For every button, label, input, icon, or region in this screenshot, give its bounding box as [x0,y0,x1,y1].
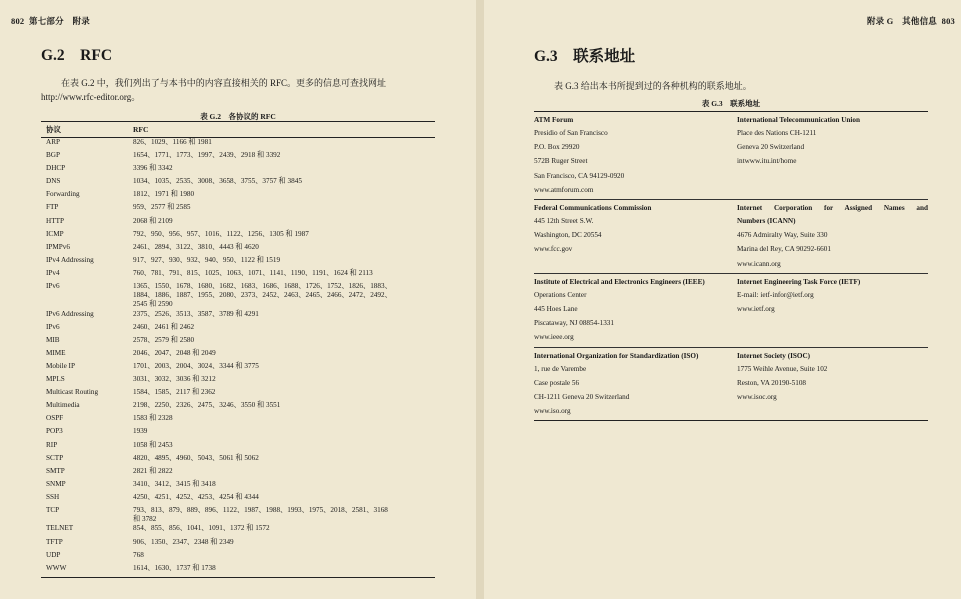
protocol-cell: BGP [46,151,60,160]
rfc-line: 793、813、879、889、896、1122、1987、1988、1993、1975、2018、2581、3168 [133,506,388,515]
right-running-header [867,15,955,27]
address-line: Geneva 20 Switzerland [737,143,805,152]
table-row [41,349,435,362]
protocol-cell: MPLS [46,375,65,384]
contact-row [534,347,928,422]
rfc-cell: 760、781、791、815、1025、1063、1071、1141、1190、1191、1624 和 2113 [133,268,373,277]
protocol-cell: Mobile IP [46,362,75,371]
address-line: P.O. Box 29920 [534,143,580,152]
right-running-head: 附录 G 其他信息 [866,16,937,26]
left-running-header [11,15,90,27]
table-row [41,480,435,493]
website-link: www.atmforum.com [534,185,594,194]
rfc-table [41,121,435,578]
section-title-g3: G.3 联系地址 [534,48,636,65]
rfc-cell: 1654、1771、1773、1997、2439、2918 和 3392 [133,151,281,160]
right-page [484,0,961,599]
table-row [41,454,435,467]
rfc-cell: 1939 [133,427,148,436]
left-page [0,0,476,599]
address-line: Reston, VA 20190-5108 [737,378,807,387]
address-line: 1775 Weihle Avenue, Suite 102 [737,364,828,373]
table-row [41,310,435,323]
header-protocol: 协议 [41,122,128,138]
protocol-cell: UDP [46,550,61,559]
table-row [41,230,435,243]
protocol-cell: IPv4 Addressing [46,255,94,264]
rfc-cell: 2068 和 2109 [133,216,173,225]
right-page-number: 803 [941,16,955,26]
header-rfc: RFC [128,122,435,138]
table-row [41,427,435,440]
website-link: www.icann.org [737,259,781,268]
rfc-cell: 959、2577 和 2585 [133,203,191,212]
address-line: San Francisco, CA 94129-0920 [534,171,625,180]
protocol-cell: MIB [46,335,60,344]
protocol-cell: WWW [41,564,128,578]
protocol-cell: IPv4 [46,268,60,277]
contact-entry [731,277,928,345]
contact-row [534,273,928,347]
table-row [41,506,435,524]
table-g3-caption: 表 G.3 联系地址 [701,99,761,108]
rfc-line: 1884、1886、1887、1955、2080、2373、2452、2463、2465、2466、2472、2492、 [133,291,392,300]
right-intro-line: 表 G.3 给出本书所提到过的各种机构的联系地址。 [554,81,752,91]
rfc-cell: 2578、2579 和 2580 [133,335,195,344]
rfc-cell: 826、1029、1166 和 1981 [133,138,212,146]
rfc-cell: 1034、1035、2535、3008、3658、3755、3757 和 3845 [133,177,302,186]
table-row [41,164,435,177]
contact-entry [731,115,928,197]
table-row [41,177,435,190]
protocol-cell: TELNET [46,524,74,533]
table-row [41,524,435,537]
rfc-cell: 4250、4251、4252、4253、4254 和 4344 [133,492,259,501]
address-line: Case postale 56 [534,378,580,387]
protocol-cell: DHCP [46,164,66,173]
contact-entry [731,203,928,271]
protocol-cell: ARP [46,138,60,146]
address-line: Place des Nations CH-1211 [737,129,817,137]
org-name-cont: Numbers (ICANN) [737,217,796,226]
protocol-cell: Forwarding [46,190,80,199]
rfc-cell: 1584、1585、2117 和 2362 [133,388,216,397]
website-link: www.ieee.org [534,333,574,342]
address-line: 572B Ruger Street [534,157,588,166]
table-row [41,467,435,480]
protocol-cell: Multicast Routing [46,388,99,397]
table-row [41,190,435,203]
rfc-cell [128,282,435,310]
address-line: Marina del Rey, CA 90292-6601 [737,245,831,254]
protocol-cell: SCTP [46,453,64,462]
address-line: Operations Center [534,290,587,299]
table-row [41,323,435,336]
rfc-cell: 1614、1630、1737 和 1738 [128,564,435,578]
rfc-cell [128,506,435,524]
org-name: Internet Society (ISOC) [737,351,811,360]
section-title-g2: G.2 RFC [41,47,113,64]
table-row [41,138,435,152]
table-row [41,375,435,388]
protocol-cell: RIP [46,440,58,449]
org-name: Internet Engineering Task Force (IETF) [737,277,861,286]
protocol-cell: IPv6 [46,322,60,331]
address-line: 445 12th Street S.W. [534,217,594,226]
rfc-cell: 2460、2461 和 2462 [133,322,195,331]
protocol-cell: FTP [46,203,59,212]
contact-entry [534,351,731,419]
address-line: 4676 Admiralty Way, Suite 330 [737,231,828,240]
table-row [41,441,435,454]
table-row [41,269,435,282]
table-row [41,388,435,401]
table-g2-caption: 表 G.2 各协议的 RFC [200,112,276,121]
rfc-cell: 1701、2003、2004、3024、3344 和 3775 [133,362,259,371]
rfc-cell: 2046、2047、2048 和 2049 [133,348,216,357]
website-link: intwww.itu.int/home [737,157,797,166]
contact-entry [534,277,731,345]
table-row [41,217,435,230]
protocol-cell: POP3 [46,427,63,436]
org-name: Internet Corporation for Assigned Names and [737,204,928,213]
address-line: 1, rue de Varembe [534,364,587,373]
table-row [41,551,435,564]
rfc-cell: 906、1350、2347、2348 和 2349 [133,537,234,546]
protocol-cell: IPv6 [46,282,60,291]
protocol-cell: ICMP [46,229,64,238]
protocol-cell: SMTP [46,466,65,475]
table-row [41,243,435,256]
website-link: www.ietf.org [737,305,775,314]
rfc-line: 2545 和 2590 [133,300,173,309]
rfc-table-header [41,122,435,138]
left-intro-line1: 在表 G.2 中，我们列出了与本书中的内容直接相关的 RFC。更多的信息可查找网址 [61,78,387,88]
left-page-number: 802 [11,16,25,26]
website-link: www.iso.org [534,407,571,416]
rfc-cell: 3410、3412、3415 和 3418 [133,479,216,488]
protocol-cell: Multimedia [46,401,80,410]
rfc-cell: 917、927、930、932、940、950、1122 和 1519 [133,255,281,264]
rfc-cell: 1812、1971 和 1980 [133,190,195,199]
protocol-cell: IPMPv6 [46,242,70,251]
protocol-cell: SSH [46,492,60,501]
org-name: International Organization for Standardization (ISO) [534,351,699,360]
protocol-cell: OSPF [46,414,64,423]
left-intro [41,76,441,104]
rfc-cell: 4820、4895、4960、5043、5061 和 5062 [133,453,259,462]
rfc-cell: 1583 和 2328 [133,414,173,423]
table-row [41,336,435,349]
org-name: Federal Communications Commission [534,204,652,213]
contact-entry [534,203,731,271]
table-row [41,282,435,310]
org-name: Institute of Electrical and Electronics Engineers (IEEE) [534,277,705,286]
rfc-cell: 2821 和 2822 [133,466,173,475]
protocol-cell: TFTP [46,537,63,546]
right-intro [534,79,934,93]
address-line: CH-1211 Geneva 20 Switzerland [534,393,630,402]
contact-entry [731,351,928,419]
protocol-cell: IPv6 Addressing [46,309,94,318]
address-line: 445 Hoes Lane [534,305,578,314]
org-name: ATM Forum [534,116,574,124]
table-row [41,493,435,506]
address-line: Presidio of San Francisco [534,129,608,137]
table-row [41,401,435,414]
rfc-cell: 3396 和 3342 [133,164,173,173]
table-row [41,538,435,551]
rfc-cell: 854、855、856、1041、1091、1372 和 1572 [133,524,270,533]
table-row [41,151,435,164]
contact-table [534,111,928,421]
rfc-line: 和 3782 [133,515,157,524]
table-row [41,203,435,216]
address-line: Washington, DC 20554 [534,231,602,240]
rfc-cell: 2375、2526、3513、3587、3789 和 4291 [133,309,259,318]
book-gutter [476,0,484,599]
rfc-cell: 3031、3032、3036 和 3212 [133,375,216,384]
protocol-cell: HTTP [46,216,64,225]
rfc-cell: 2461、2894、3122、3810、4443 和 4620 [133,242,259,251]
website-link: www.fcc.gov [534,245,573,254]
left-intro-line2: http://www.rfc-editor.org。 [41,92,141,102]
rfc-line: 1365、1550、1678、1680、1682、1683、1686、1688、1726、1752、1826、1883、 [133,282,392,291]
rfc-cell: 768 [133,550,144,559]
contact-row [534,111,928,199]
website-link: www.isoc.org [737,393,777,402]
contact-entry [534,115,731,197]
org-name: International Telecommunication Union [737,116,860,124]
email-line: E-mail: ietf-infor@ietf.org [737,290,814,299]
table-row [41,256,435,269]
address-line: Piscataway, NJ 08854-1331 [534,319,614,328]
left-running-head: 第七部分 附录 [29,16,90,26]
rfc-cell: 1058 和 2453 [133,440,173,449]
protocol-cell: MIME [46,348,66,357]
table-row [41,362,435,375]
protocol-cell: TCP [46,506,60,515]
contact-row [534,199,928,273]
protocol-cell: DNS [46,177,61,186]
table-row [41,564,435,578]
rfc-cell: 2198、2250、2326、2475、3246、3550 和 3551 [133,401,281,410]
rfc-cell: 792、950、956、957、1016、1122、1256、1305 和 1987 [133,229,309,238]
protocol-cell: SNMP [46,479,66,488]
table-row [41,414,435,427]
